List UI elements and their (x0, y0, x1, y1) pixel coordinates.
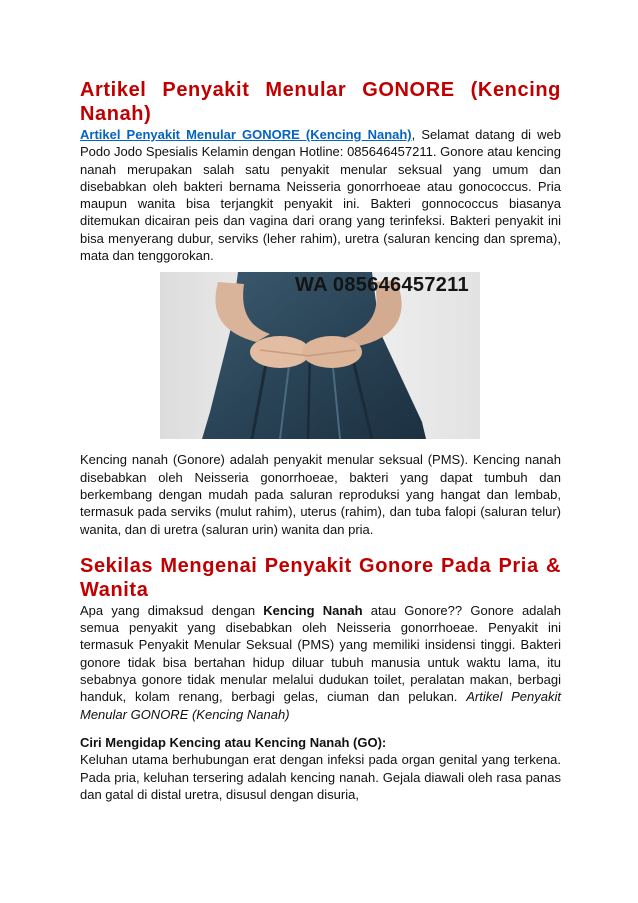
section-paragraph (80, 602, 561, 723)
section-italic-reference: Artikel Penyakit Menular GONORE (Kencing Nanah) (80, 689, 561, 722)
article-image (160, 272, 480, 439)
symptoms-paragraph: Keluhan utama berhubungan erat dengan infeksi pada organ genital yang terkena. Pada pria, keluhan tersering adalah kencing nanah. Gejala diawali oleh rasa panas dan gatal di distal uretra, disusul dengan disuria, (80, 752, 561, 802)
section-lead-text: Apa yang dimaksud dengan (80, 602, 264, 618)
intro-text: , Selamat datang di web Podo Jodo Spesialis Kelamin dengan Hotline: 085646457211. Gonore atau kencing nanah merupakan salah satu penyakit menular seksual yang umum dan disebabkan oleh bakteri bernama Neisseria gonorrhoeae atau gonococcus. Pria maupun wanita bisa terjangkit penyakit ini. Bakteri gonnococcus biasanya ditemukan dicairan peis dan vagina dari orang yang terinfeksi. Bakteri penyakit ini bisa menyerang dubur, serviks (leher rahim), uretra (saluran kencing dan sprema), mata dan tenggorokan. (80, 127, 561, 264)
article-body (80, 78, 561, 803)
woman-in-dress-illustration (160, 272, 480, 439)
section-heading: Sekilas Mengenai Penyakit Gonore Pada Pria & Wanita (80, 554, 561, 601)
section-bold-term: Kencing Nanah (263, 602, 363, 618)
symptoms-subheading: Ciri Mengidap Kencing atau Kencing Nanah (GO): (80, 734, 387, 750)
section-body-text: atau Gonore?? Gonore adalah semua penyakit yang disebabkan oleh Neisseria gonorrhoeae. Penyakit ini termasuk Penyakit Menular Seksual (PMS) yang memiliki insidensi tinggi. Bakteri gonore tidak bisa bertahan hidup diluar tubuh manusia untuk waktu lama, itu sebabnya gonore tidak menular melalui dudukan toilet, peralatan makan, berbagi handuk, kolam renang, berbagi gelas, ciuman dan pelukan. (80, 602, 561, 705)
paragraph-gonore-definition: Kencing nanah (Gonore) adalah penyakit menular seksual (PMS). Kencing nanah disebabkan oleh Neisseria gonorrhoeae, bakteri yang dapat tumbuh dan berkembang dengan mudah pada saluran reproduksi yang hangat dan lembab, termasuk pada serviks (mulut rahim), uterus (rahim), dan tuba falopi (saluran telur) wanita, dan di uretra (saluran urin) wanita dan pria. (80, 452, 561, 537)
article-title: Artikel Penyakit Menular GONORE (Kencing Nanah) (80, 79, 561, 125)
whatsapp-number-overlay: WA 085646457211 (295, 274, 469, 297)
intro-paragraph (80, 126, 561, 264)
intro-article-link[interactable]: Artikel Penyakit Menular GONORE (Kencing Nanah) (80, 127, 412, 142)
